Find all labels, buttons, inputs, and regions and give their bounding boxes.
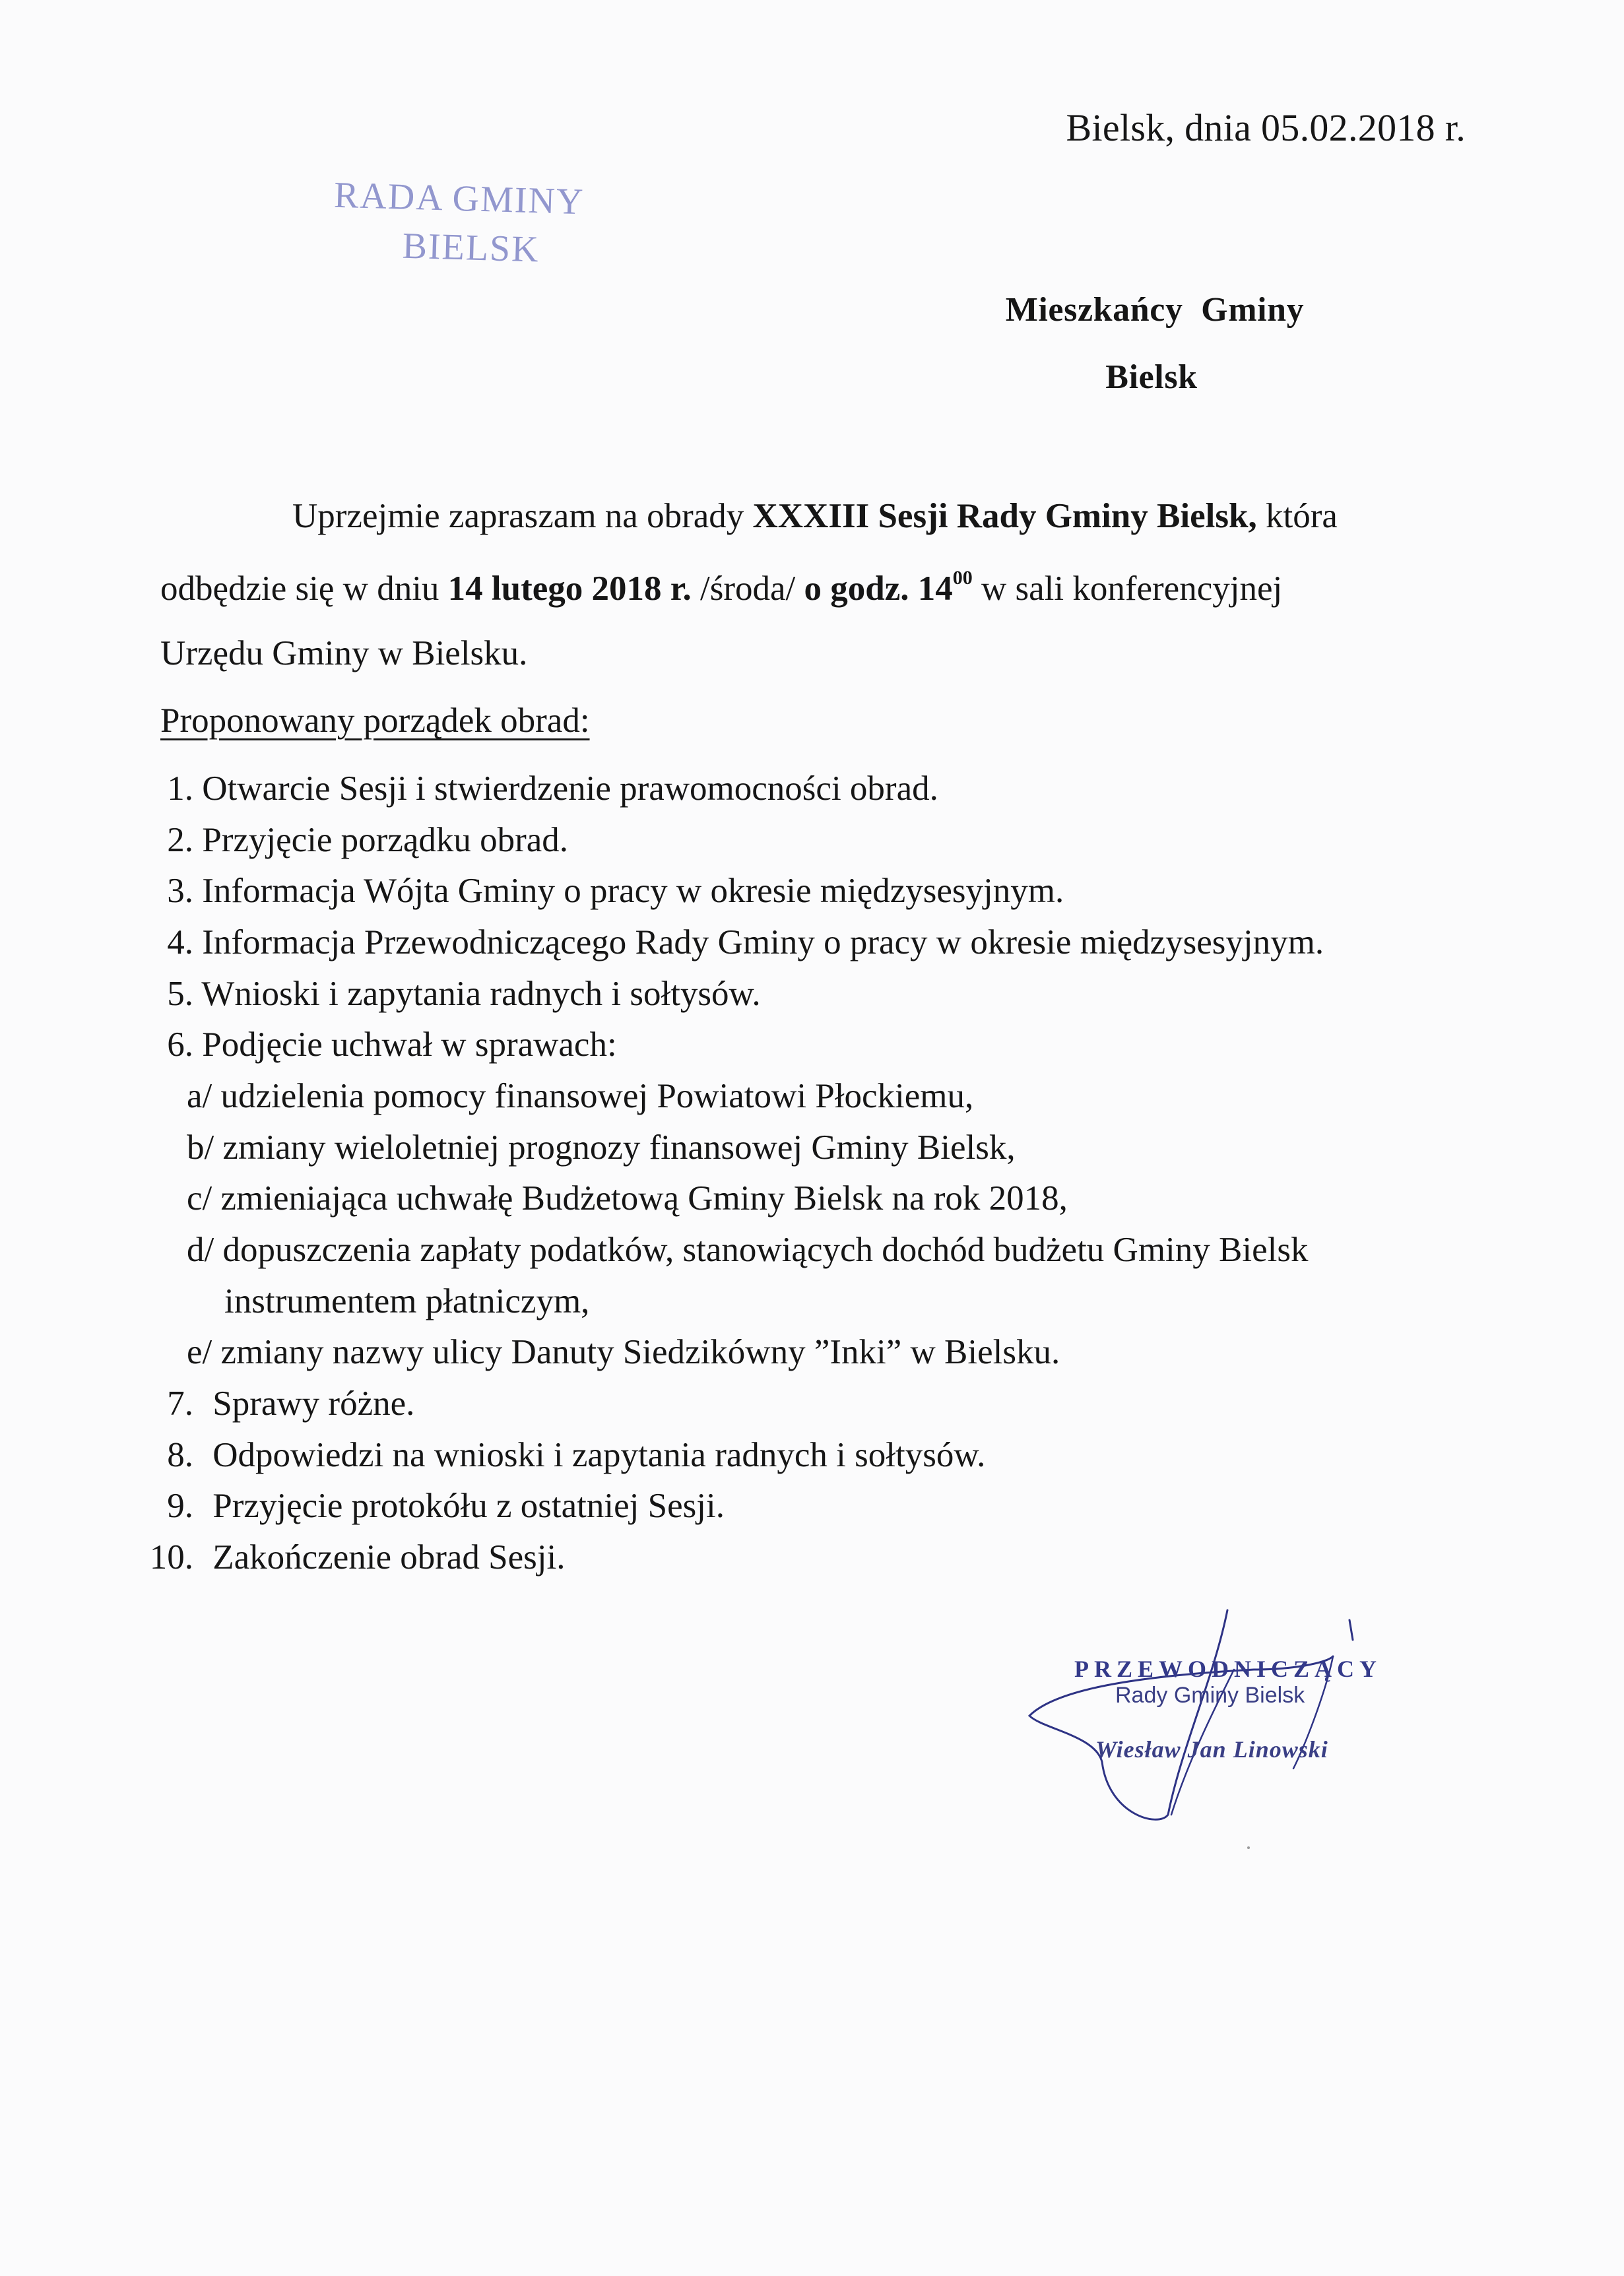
agenda-item bbox=[160, 1025, 617, 1064]
session-time-minutes: 00 bbox=[952, 567, 973, 589]
agenda-item bbox=[160, 923, 1324, 962]
session-weekday: /środa/ bbox=[691, 569, 804, 608]
session-time: o godz. 14 bbox=[804, 569, 953, 608]
invitation-line-2 bbox=[160, 569, 1282, 608]
agenda-item bbox=[141, 1538, 565, 1577]
stamp-line-2: BIELSK bbox=[401, 225, 540, 271]
agenda-item bbox=[141, 1384, 414, 1423]
agenda-item-text: Podjęcie uchwał w sprawach: bbox=[202, 1025, 617, 1064]
agenda-subitem-continuation: instrumentem płatniczym, bbox=[224, 1282, 590, 1320]
recipient-line-1: Mieszkańcy Gminy bbox=[1005, 291, 1305, 329]
agenda-subitem: a/ udzielenia pomocy finansowej Powiatowi Płockiemu, bbox=[187, 1077, 974, 1115]
agenda-item-text: Zakończenie obrad Sesji. bbox=[212, 1538, 566, 1577]
agenda-item-text: Przyjęcie protokółu z ostatniej Sesji. bbox=[212, 1487, 725, 1525]
agenda-item bbox=[160, 871, 1064, 911]
recipient-line-2: Bielsk bbox=[1105, 358, 1198, 396]
agenda-subitem: e/ zmiany nazwy ulicy Danuty Siedzikówny ”Inki” w Bielsku. bbox=[187, 1333, 1060, 1371]
invitation-text: która bbox=[1256, 497, 1338, 535]
agenda-item-number: 9. bbox=[167, 1487, 193, 1525]
session-date: 14 lutego 2018 r. bbox=[447, 569, 692, 608]
agenda-item-text: Sprawy różne. bbox=[212, 1384, 415, 1423]
agenda-item-number: 6. bbox=[167, 1025, 193, 1064]
session-name: XXXIII Sesji Rady Gminy Bielsk, bbox=[752, 497, 1257, 535]
invitation-text: Uprzejmie zapraszam na obrady bbox=[292, 497, 753, 535]
agenda-item-number: 3. bbox=[167, 872, 193, 910]
invitation-text: odbędzie się w dniu bbox=[160, 569, 448, 608]
agenda-subitem: d/ dopuszczenia zapłaty podatków, stanowiących dochód budżetu Gminy Bielsk bbox=[187, 1231, 1309, 1269]
stamp-line-1: RADA GMINY bbox=[333, 174, 585, 223]
agenda-item bbox=[160, 769, 938, 808]
handwritten-signature bbox=[1016, 1597, 1478, 1835]
agenda-item-text: Wnioski i zapytania radnych i sołtysów. bbox=[201, 975, 761, 1013]
agenda-item-number: 10. bbox=[149, 1538, 193, 1577]
invitation-line-3: Urzędu Gminy w Bielsku. bbox=[160, 634, 528, 672]
scan-speck bbox=[1247, 1846, 1250, 1849]
agenda-heading: Proponowany porządek obrad: bbox=[160, 701, 590, 740]
signature-name: Wiesław Jan Linowski bbox=[1095, 1736, 1328, 1763]
agenda-item-text: Odpowiedzi na wnioski i zapytania radnych i sołtysów. bbox=[212, 1436, 986, 1474]
agenda-item-number: 4. bbox=[167, 923, 193, 961]
agenda-item-number: 1. bbox=[167, 769, 193, 808]
council-stamp bbox=[332, 172, 585, 276]
agenda-item bbox=[141, 1486, 725, 1526]
signature-title: PRZEWODNICZĄCY bbox=[1074, 1656, 1382, 1682]
signature-organization: Rady Gminy Bielsk bbox=[1115, 1683, 1305, 1708]
date-line: Bielsk, dnia 05.02.2018 r. bbox=[1066, 106, 1466, 149]
signature-block bbox=[1016, 1597, 1478, 1835]
agenda-item-text: Informacja Wójta Gminy o pracy w okresie międzysesyjnym. bbox=[202, 872, 1064, 910]
agenda-item bbox=[160, 974, 761, 1014]
session-venue: w sali konferencyjnej bbox=[972, 569, 1283, 608]
agenda-subitem: c/ zmieniająca uchwałę Budżetową Gminy Bielsk na rok 2018, bbox=[187, 1179, 1068, 1218]
agenda-item-text: Otwarcie Sesji i stwierdzenie prawomocności obrad. bbox=[202, 769, 938, 808]
agenda-item bbox=[141, 1435, 985, 1475]
agenda-item bbox=[160, 820, 568, 860]
agenda-item-number: 7. bbox=[167, 1384, 193, 1423]
agenda-item-number: 8. bbox=[167, 1436, 193, 1474]
agenda-subitem: b/ zmiany wieloletniej prognozy finansowej Gminy Bielsk, bbox=[187, 1128, 1016, 1167]
agenda-item-number: 2. bbox=[167, 821, 193, 859]
agenda-item-text: Przyjęcie porządku obrad. bbox=[202, 821, 569, 859]
agenda-item-number: 5. bbox=[167, 975, 193, 1013]
invitation-line-1 bbox=[292, 496, 1338, 536]
agenda-item-text: Informacja Przewodniczącego Rady Gminy o pracy w okresie międzysesyjnym. bbox=[202, 923, 1324, 961]
